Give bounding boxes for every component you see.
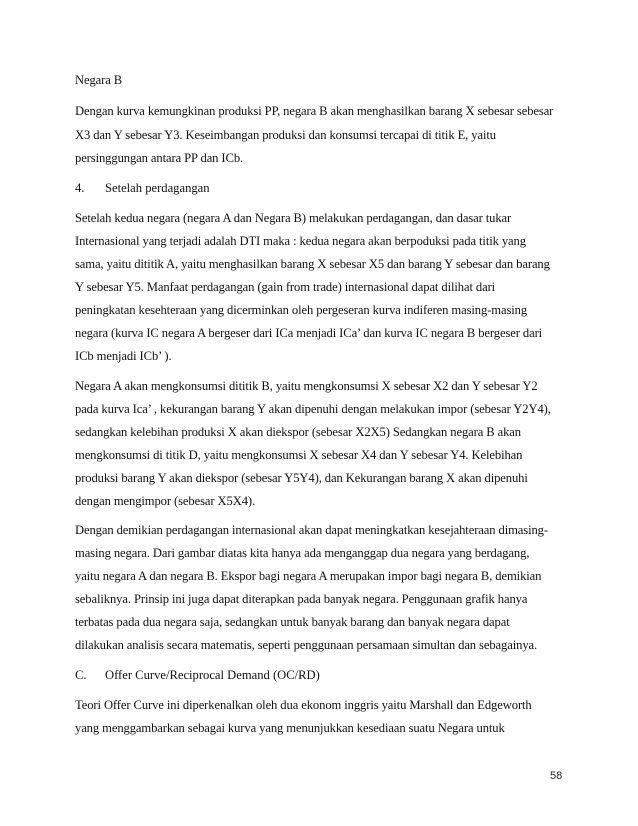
paragraph-line: yang menggambarkan sebagai kurva yang menunjukkan kesediaan suatu Negara untuk (75, 721, 505, 735)
paragraph-line: masing negara. Dari gambar diatas kita hanya ada menganggap dua negara yang berdagang, (75, 546, 530, 560)
paragraph-line: negara (kurva IC negara A bergeser dari ICa menjadi ICa’ dan kurva IC negara B bergeser dari (75, 326, 543, 340)
paragraph-line: Y sebesar Y5. Manfaat perdagangan (gain from trade) internasional dapat dilihat dari (75, 280, 496, 294)
page-number: 58 (550, 770, 563, 782)
paragraph-line: mengkonsumsi di titik D, yaitu mengkonsumsi X sebesar X4 dan Y sebesar Y4. Kelebihan (75, 448, 523, 462)
paragraph-line: Negara A akan mengkonsumsi dititik B, yaitu mengkonsumsi X sebesar X2 dan Y sebesar Y2 (75, 379, 538, 393)
section-title: Offer Curve/Reciprocal Demand (OC/RD) (105, 668, 320, 682)
paragraph-line: pada kurva Ica’ , kekurangan barang Y akan dipenuhi dengan melakukan impor (sebesar Y2Y4), (75, 402, 551, 416)
paragraph-line: persinggungan antara PP dan ICb. (75, 151, 244, 165)
list-number: 4. (75, 181, 85, 195)
paragraph-line: Dengan demikian perdagangan internasional akan dapat meningkatkan kesejahteraan dimasing- (75, 523, 548, 537)
paragraph-line: terbatas pada dua negara saja, sedangkan untuk banyak barang dan banyak negara dapat (75, 615, 510, 629)
paragraph-line: peningkatan kesehteraan yang dicerminkan oleh pergeseran kurva indiferen masing-masing (75, 303, 528, 317)
paragraph-line: Internasional yang terjadi adalah DTI maka : kedua negara akan berpoduksi pada titik yang (75, 234, 526, 248)
paragraph-line: Dengan kurva kemungkinan produksi PP, negara B akan menghasilkan barang X sebesar sebesar (75, 104, 554, 118)
subheading-negara-b: Negara B (75, 73, 123, 87)
paragraph-line: produksi barang Y akan diekspor (sebesar Y5Y4), dan Kekurangan barang X akan dipenuhi (75, 471, 528, 485)
paragraph-line: Setelah kedua negara (negara A dan Negara B) melakukan perdagangan, dan dasar tukar (75, 211, 512, 225)
paragraph-line: sebaliknya. Prinsip ini juga dapat diterapkan pada banyak negara. Penggunaan grafik hanya (75, 592, 528, 606)
paragraph-line: ICb menjadi ICb’ ). (75, 349, 172, 363)
paragraph-line: sama, yaitu dititik A, yaitu menghasilkan barang X sebesar X5 dan barang Y sebesar dan barang (75, 257, 550, 271)
paragraph-line: dilakukan analisis secara matematis, seperti penggunaan persamaan simultan dan sebagainya. (75, 638, 538, 652)
list-title: Setelah perdagangan (105, 181, 210, 195)
paragraph-line: dengan mengimpor (sebesar X5X4). (75, 494, 256, 508)
paragraph-line: yaitu negara A dan negara B. Ekspor bagi negara A merupakan impor bagi negara B, demikian (75, 569, 542, 583)
section-letter: C. (75, 668, 87, 682)
paragraph-line: sedangkan kelebihan produksi X akan diekspor (sebesar X2X5) Sedangkan negara B akan (75, 425, 521, 439)
paragraph-line: X3 dan Y sebesar Y3. Keseimbangan produksi dan konsumsi tercapai di titik E, yaitu (75, 128, 496, 142)
paragraph-line: Teori Offer Curve ini diperkenalkan oleh dua ekonom inggris yaitu Marshall dan Edgeworth (75, 698, 532, 712)
